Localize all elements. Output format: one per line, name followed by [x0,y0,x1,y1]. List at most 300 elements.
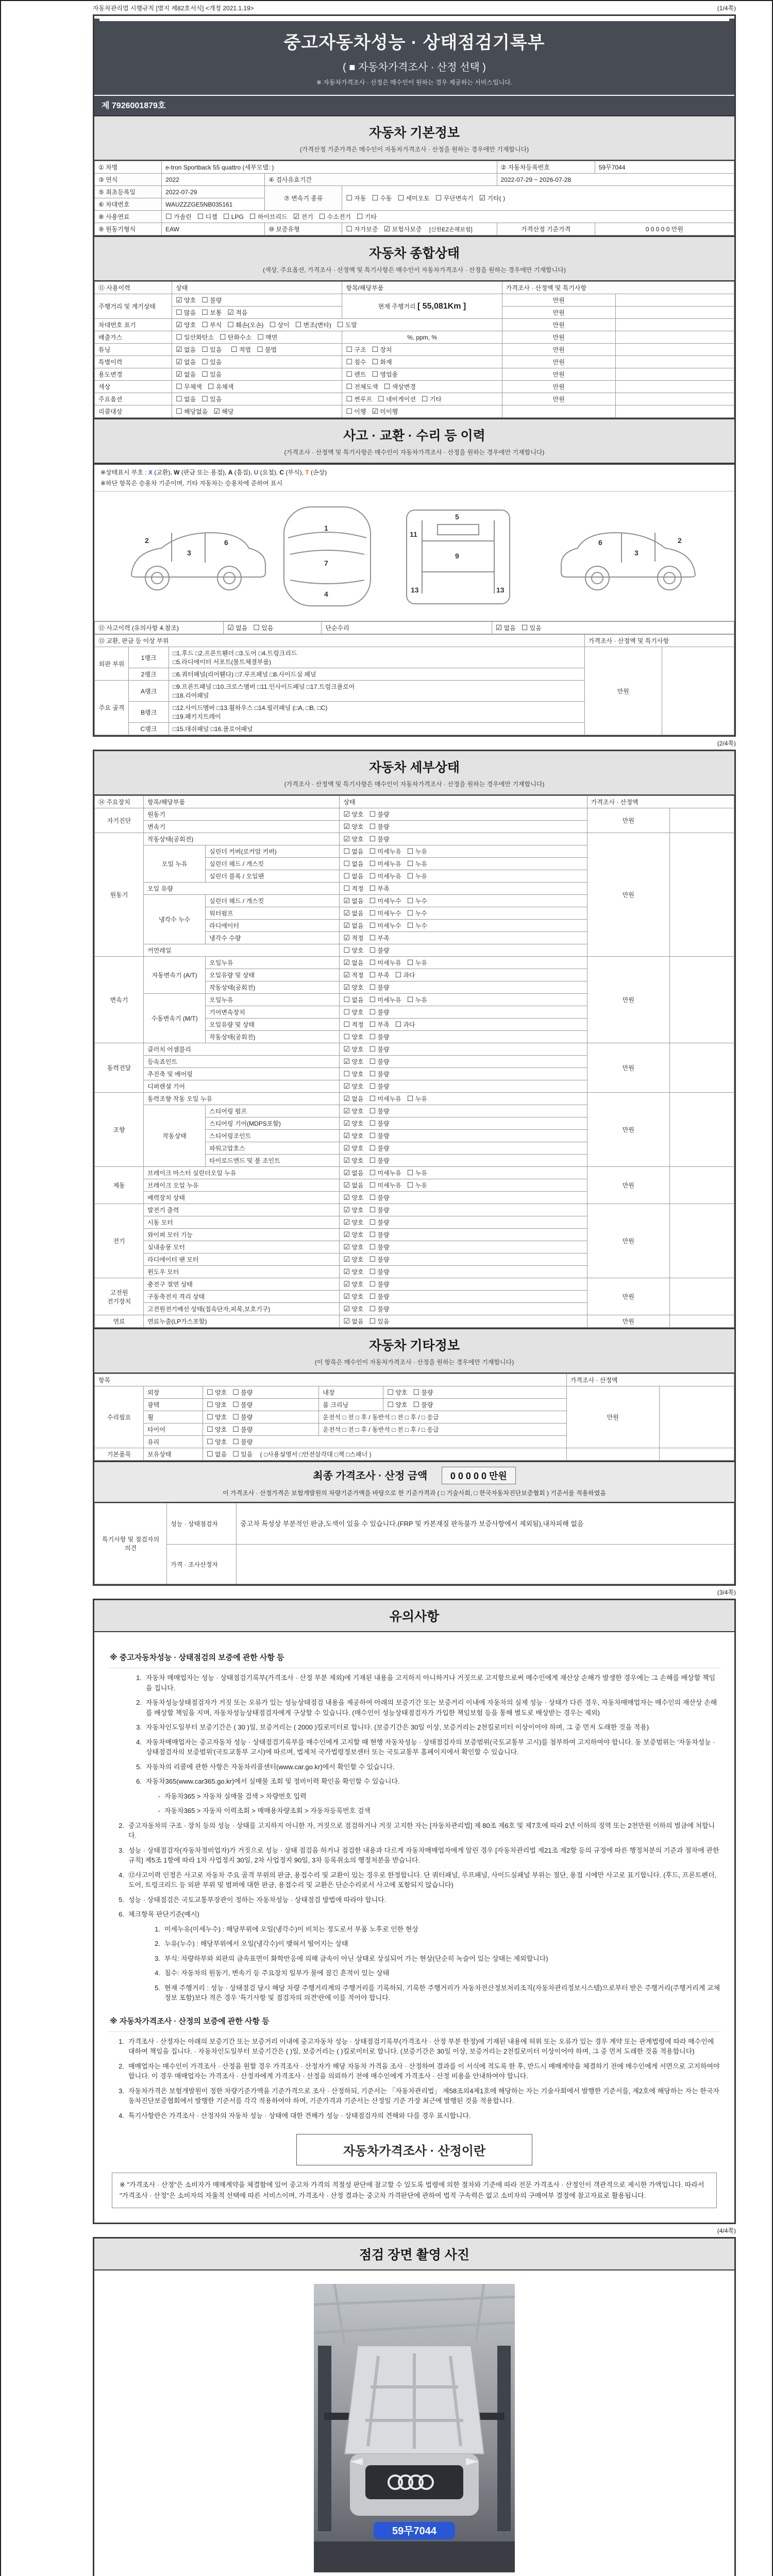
checkbox-item: ☐ 침수 [346,358,366,366]
checks-cell [340,883,587,895]
inspection-photo [314,2284,515,2572]
price-cell: 만원 [587,1315,669,1328]
remark-cell [669,833,734,957]
price-cell: 만원 [587,808,669,833]
checks-cell [340,1216,587,1229]
remarks-label: 특기사항 및 점검자의 의견 [95,1503,167,1584]
notice-section2-items [108,2037,721,2121]
rank1-items: □1.후드 □2.프론트휀더 □3.도어 □4.트렁크리드 □5.라디에이터 서포트(볼트체결부품) [169,647,585,668]
item-cell: 라디에이터 [206,920,340,932]
checkbox-item: ☐ 있음 [201,395,222,403]
checks-cell [340,981,587,994]
table-row [95,1167,734,1179]
price-cell: 만원 [566,1386,659,1448]
appraiser-opin [237,1545,734,1584]
accident-history-row [94,621,734,634]
checkbox-item: ☐ 미세누유 [369,1169,401,1177]
checkbox-item: ☐ 영업용 [372,370,398,379]
notice-item: 2. 매매업자는 매수인이 가격조사 · 산정을 원할 경우 가격조사 · 산정자가 해당 자동차 가격을 조사 · 산정하여 결과를 이 서식에 적도록 한 후, 반드시 매매계약을 체결하기 전에 매수인에게 서면으로 고지하여야 합니다. 이 경우 매매업자는 가격조사 · 산정자에게 가격조사 · 산정을 의뢰하기 전에 매수인에게 가격조사 · 산정 비용을 안내하여야 합니다. [119,2062,720,2080]
item-cell: 충전구 절연 상태 [144,1278,340,1291]
checkbox-item: ☐ 없음 [207,1450,227,1459]
field-label: ④ 검사유효기간 [265,174,497,186]
checkbox-item: ☐ 불량 [369,1293,390,1301]
table-row [95,1503,734,1545]
notice-item: 5. 현재 주행거리 : 성능 · 상태점검 당시 해당 차량 주행거리계의 주행거리를 기록하되, 기록한 주행거리가 자동차전산정보처리조직(자동차관리정보시스템)으로부터 받은 주행거리(주행거리계 교체 정보 포함)보다 적은 경우 '특기사항 및 점검자의 의견'란에 이를 적어야 합니다. [155,1984,720,2002]
rank-label: C랭크 [129,723,169,735]
checks-cell [340,1031,587,1043]
checkbox-item: ☑ 양호 [343,1280,364,1289]
checkbox-item: ☑ 양호 [343,1157,364,1165]
mileage-status-checks [172,294,342,307]
checks-cell [340,1130,587,1142]
diagram-number: 6 [224,538,228,547]
checks-cell [340,1291,587,1303]
first-registration-value: 2022-07-29 [162,186,265,198]
checkbox-item: ☐ 있음 [201,370,222,379]
option-items [342,393,502,405]
checkbox-item: ☐ 미세누유 [369,872,401,880]
car-damage-diagram [94,492,734,621]
cen sub-cell: 오일 누유 [144,845,206,883]
remark-cell [669,1043,734,1093]
accident-history-label: ⑫ 사고이력 (유의사항 4.참조) [95,622,224,634]
form-reference-line [93,4,736,12]
checkbox-item: ☑ 없음 [343,922,364,930]
checkbox-item: ☐ 불법 [257,346,277,354]
item-cell: 라디에이터 팬 모터 [144,1253,340,1266]
notice-body [94,1632,734,2223]
remark-cell [615,344,734,356]
rankA-items: □9.프론트패널 □10.크로스멤버 □11.인사이드패널 □17.트렁크플로어 □18.리어패널 [169,681,585,702]
exchange-price-header: 가격조사 · 산정액 및 특기사항 [584,635,734,647]
document-title: 중고자동차성능 · 상태점검기록부 [283,33,545,53]
table-row [95,1093,734,1105]
checkbox-item: ☐ 기타 [421,395,442,403]
checkbox-item: ☐ 불량 [369,1008,390,1016]
appraiser-label: 가격 · 조사산정자 [167,1545,237,1584]
checks-cell [340,1105,587,1117]
checks-cell [340,944,587,957]
item-cell: 원동기 [144,808,340,821]
notice-item: 5. 자동차의 리콜에 관한 사항은 자동차리콜센터(www.car.go.kr)에서 확인할 수 있습니다. [136,1762,395,1771]
checks-cell [340,1155,587,1167]
price-cell: 만원 [502,368,615,381]
checkbox-item: ☐ 없음 [343,848,364,856]
comprehensive-header [94,235,734,281]
notice-item: 4. 특기사항란은 가격조사 · 산정자의 자동차 성능 · 상태에 대한 견해가 성능 · 상태점검자의 견해와 다를 경우 표시합니다. [119,2111,471,2120]
final-price-band [94,1461,734,1503]
diagram-number: 5 [455,513,459,521]
cen sub-cell: 자동변속기 (A/T) [144,957,206,994]
cen group-cell: 동력전달 [95,1043,144,1093]
item-cell: 배력장치 상태 [144,1192,340,1204]
field-label: ⑨ 원동기형식 [95,223,162,235]
checkbox-item: ☐ 화재 [372,358,392,366]
warranty-insurer: [신한EZ손해보험] [429,227,473,233]
price-cell [566,1448,659,1461]
checkbox-item: ☐ 렌트 [346,370,366,379]
field-label: ① 차명 [95,161,162,174]
checkbox-item: ☐ 없음 [343,996,364,1004]
simple-repair-label: 단순수리 [322,622,492,634]
rank-label: B랭크 [129,702,169,723]
item-cell: 시동 모터 [144,1216,340,1229]
checkbox-item: ☐ 누유 [407,1181,427,1190]
checkbox-item: ☑ 양호 [343,835,364,843]
mileage-value: [ 55,081Km ] [417,301,466,311]
checkbox-item: ☐ 과다 [395,1021,415,1029]
checkbox-item: ☑ 양호 [343,984,364,992]
rankB-items: □12.사이드멤버 □13.휠하우스 □14.필러패널 (□A, □B, □C) □19.패키지트레이 [169,702,585,723]
item-cell: 작동상태(공회전) [206,981,340,994]
remarks-table [94,1503,734,1584]
price-cell: 만원 [502,393,615,405]
checkbox-item: ☐ 불량 [369,1268,390,1276]
checkbox-item: ☑ 없음 [343,897,364,905]
remark-cell [662,647,734,735]
checkbox-item: ☑ 양호 [176,296,196,304]
emission-checks [172,331,342,344]
checks-cell [340,1192,587,1204]
checkbox-item: ☐ 무채색 [176,383,202,391]
price-cell: 만원 [584,647,662,735]
glass-checks [203,1436,567,1448]
checkbox-item: ☐ 도말 [337,321,358,329]
repair-group-label: 수리필요 [95,1386,144,1448]
checkbox-item: ☐ 누유 [407,996,427,1004]
simple-repair-checks [492,622,734,634]
table-row [95,957,734,969]
cen sub-cell: 작동상태 [144,1105,206,1167]
checkbox-item: ☐ 없음 [343,860,364,868]
basic-info-header [94,115,734,161]
checkbox-item: ☐ 상이 [269,321,290,329]
field-label: ⑧ 사용연료 [95,211,162,223]
checks-cell [340,1278,587,1291]
checkbox-item: ☑ 양호 [343,1293,364,1301]
column-header: 항목/해당부품 [144,796,340,808]
column-header: 상태 [172,282,342,294]
page-marker-3: (3/4쪽) [717,1589,736,1596]
notice-item: 5. 성능 · 상태점검은 국토교통부장관이 정하는 자동차성능 · 상태점검 방법에 따라야 합니다. [119,1895,386,1904]
color-items [342,381,502,393]
checkbox-item: ☐ 미세누유 [369,959,401,967]
checkbox-item: ☐ 불량 [369,810,390,819]
accident-history-checks [224,622,322,634]
checkbox-item: ☐ 없음 [176,395,196,403]
tuning-checks [172,344,342,356]
table-row [95,344,734,356]
special-history-checks [172,356,342,368]
checkbox-item: ☐ 불량 [369,1107,390,1115]
checkbox-item: ☑ 양호 [176,321,196,329]
row-label: 유리 [144,1436,203,1448]
column-header: 항목 [95,1374,567,1386]
checks-cell [340,870,587,883]
checkbox-item: ☑ 양호 [343,1120,364,1128]
checkbox-item: ☐ 하이브리드 [249,213,288,221]
remark-cell [615,381,734,393]
checkbox-item: ☑ 없음 [343,1095,364,1103]
recall-checks [172,405,342,418]
table-row [95,368,734,381]
checkbox-item: ☐ 보통 [201,309,222,317]
basic-info-table [94,161,734,235]
checkbox-item: ☐ LPG [223,213,244,221]
checks-cell [340,1204,587,1216]
item-cell: 기어변속장치 [206,1006,340,1019]
checkbox-item: ☐ 불량 [369,1256,390,1264]
checkbox-item: ☐ 미세누유 [369,1095,401,1103]
page-marker-2: (2/4쪽) [717,740,736,747]
checkbox-item: ☐ 있음 [253,624,274,632]
checkbox-item: ☐ 불량 [413,1388,433,1397]
checkbox-item: ☐ 불량 [369,946,390,955]
engine-type-value: EAW [162,223,265,235]
special-history-items [342,356,502,368]
checkbox-item: ☐ 불량 [232,1388,253,1397]
row-label: 차대번호 표기 [95,319,172,331]
checkbox-item: ☐ 양호 [207,1413,227,1421]
column-header: 상태 [340,796,587,808]
table-row [95,319,734,331]
checkbox-item: ☐ 양호 [343,1070,364,1078]
row-label: 휠 [144,1411,203,1423]
checkbox-item: ☑ 양호 [343,810,364,819]
column-header: ⑪ 사용이력 [95,282,172,294]
room-cleaning-checks [383,1399,566,1411]
fuel-checks [162,211,734,223]
row-label: 룸 크리닝 [319,1399,383,1411]
price-cell: 만원 [502,319,615,331]
checks-cell [340,1266,587,1278]
checks-cell [340,845,587,858]
notice-section2-title: ※ 자동차가격조사 · 산정의 보증에 관한 사항 등 [108,2010,721,2032]
accident-note: (가격조사 · 산정액 및 특기사항은 매수인이 자동차가격조사 · 산정을 원하는 경우에만 기재합니다) [284,449,545,456]
rank-label: 2랭크 [129,668,169,681]
item-cell: 파워고압호스 [206,1142,340,1155]
diagram-number: 7 [324,559,328,567]
checks-cell [340,1043,587,1056]
checkbox-item: ☐ 미세누유 [369,848,401,856]
checkbox-item: ☐ 불량 [369,1157,390,1165]
checkbox-item: ☐ 훼손(오손) [227,321,264,329]
checkbox-item: ☐ 탄화수소 [219,333,252,342]
item-cell: 실린더 헤드 / 개스킷 [206,895,340,907]
checkbox-item: ☐ 미세누수 [369,909,401,918]
checkbox-item: ☑ 미이행 [372,408,398,416]
option-checks [172,393,342,405]
checkbox-item: ☐ 세미오토 [397,194,430,202]
checks-cell [340,932,587,944]
checkbox-item: ☐ 부족 [369,934,390,942]
checkbox-item: ☐ 불량 [232,1413,253,1421]
main-frame-group: 주요 골격 [95,681,129,735]
field-label: ③ 연식 [95,174,162,186]
checks-cell [340,1241,587,1253]
checks-cell [340,907,587,920]
column-header: 가격조사 · 산정액 [566,1374,734,1386]
diagram-number: 13 [496,586,505,594]
checkbox-item: ☑ 양호 [343,1144,364,1153]
color-checks [172,381,342,393]
diagram-number: 1 [324,524,328,532]
checkbox-item: ☐ 양호 [207,1426,227,1434]
checkbox-item: ☐ 가솔린 [165,213,192,221]
checkbox-item: ☑ 없음 [176,370,196,379]
basic-info-title: 자동차 기본정보 [369,126,460,140]
checkbox-item: ☐ 자동 [346,194,366,202]
notice-item: - 자동차365 > 자동차 실매물 검색 > 차량번호 입력 [158,1792,307,1800]
checkbox-item: ☑ 양호 [343,1231,364,1239]
emission-values: %, ppm, % [342,331,502,344]
table-row [95,1315,734,1328]
car-name-value: e-tron Sportback 55 quattro (세부모델: ) [162,161,497,174]
comprehensive-table [94,281,734,418]
checks-cell [340,957,587,969]
checkbox-item: ☐ 미세누유 [369,1181,401,1190]
checkbox-item: ☐ 누유 [407,872,427,880]
wheel-checks [203,1411,319,1423]
notice-item: 1. 가격조사 · 산정자는 아래의 보증기간 또는 보증거리 이내에 중고자동차 성능 · 상태점검기록부(가격조사 · 산정 부분 한정)에 기재된 내용에 허위 또는 오류가 있는 경우 계약 또는 관계법령에 따라 매수인에 대하여 책임을 집니다. · 자동차인도일부터 보증기간은 ( )일, 보증거리는 ( )킬로미터로 합니다. (보증기간은 30일 이상, 보증거리는 2천킬로미터 이상이어야 하며, 그 중 먼저 도래한 것을 적용합니다) [119,2037,714,2055]
column-header: 가격조사 · 산정액 및 특기사항 [502,282,734,294]
item-cell: 고전원전기배선 상태(접속단자,피복,보호기구) [144,1303,340,1315]
checkbox-item: ☐ 불량 [369,1305,390,1313]
notice-item: 1. 미세누유(미세누수) : 해당부위에 오일(냉각수)이 비치는 정도로서 부품 노후로 인한 현상 [155,1925,418,1933]
checkbox-item: ☑ 없음 [343,1169,364,1177]
law-reference: 자동차관리법 시행규칙 [별지 제82호서식] <개정 2021.1.19> [93,5,254,12]
diagram-number: 13 [411,586,419,594]
remark-cell [615,405,734,418]
row-label: 주요옵션 [95,393,172,405]
checkbox-item: ☐ 양호 [387,1388,408,1397]
checkbox-item: ☐ 불량 [369,1070,390,1078]
cen sub-cell: 냉각수 누수 [144,895,206,944]
checkbox-item: ☐ 불량 [232,1438,253,1446]
column-header: ⑭ 주요장치 [95,796,144,808]
etc-table [94,1374,734,1461]
checkbox-item: ☐ 디젤 [197,213,217,221]
polish-checks [203,1399,319,1411]
checkbox-item: ☐ 누유 [407,959,427,967]
item-cell: 와이퍼 모터 기능 [144,1229,340,1241]
checkbox-item: ☑ 없음 [343,1181,364,1190]
price-definition-text: ※ "가격조사 · 산정"은 소비자가 매매계약을 체결함에 있어 중고차 가격의 적절성 판단에 참고할 수 있도록 법령에 의한 절차와 기준에 따라 전문 가격조사 · 산정인이 객관적으로 제시한 가액입니다. 따라서 "가격조사 · 산정"은 소비자의 자율적 선택에 따른 서비스이며, 가격조사 · 산정 결과는 중고차 가격판단에 관하여 법적 구속력은 없고 소비자의 구매여부 결정에 참고자료로 활용됩니다. [112,2173,717,2208]
remark-cell [615,368,734,381]
notice-section1-title: ※ 중고자동차성능 · 상태점검의 보증에 관한 사항 등 [108,1647,721,1668]
table-row [95,808,734,821]
checkbox-item: ☐ 수소전기 [318,213,351,221]
checkbox-item: ☑ 없음 [176,346,196,354]
cen group-cell: 원동기 [95,833,144,957]
row-label: 배출가스 [95,331,172,344]
row-label: 용도변경 [95,368,172,381]
remark-cell [615,294,734,307]
accident-header [94,418,734,464]
table-row [95,1386,734,1399]
checkbox-item: ☑ 없음 [227,624,248,632]
item-cell: 동력조향 작동 오일 누유 [144,1093,340,1105]
page2-block [93,750,736,1586]
base-price-value: 0 0 0 0 0 만원 [595,223,734,235]
checkbox-item: ☐ 불량 [369,1058,390,1066]
field-label: ⑤ 최초등록일 [95,186,162,198]
checkbox-item: ☐ 썬루프 [346,395,373,403]
cen group-cell: 변속기 [95,957,144,1043]
rank-label: A랭크 [129,681,169,702]
vin-value: WAUZZZGE5NB035161 [162,198,265,211]
checks-cell [340,1117,587,1130]
checkbox-item: ☐ 불량 [369,1206,390,1214]
registration-number-value: 59무7044 [595,161,734,174]
notice-item: 2. 누유(누수) : 해당부위에서 오일(냉각수)이 맺혀서 떨어지는 상태 [155,1940,348,1947]
checkbox-item: ☐ 무단변속기 [435,194,474,202]
remark-cell [669,808,734,833]
checks-cell [340,1315,587,1328]
item-cell: 연료누출(LP가스포함) [144,1315,340,1328]
photo-title: 점검 장면 촬영 사진 [359,2247,470,2262]
title-header [94,19,734,115]
price-cell: 만원 [587,1204,669,1278]
page-marker-4: (4/4쪽) [717,2227,736,2234]
checkbox-item: ☐ 누유 [407,860,427,868]
checkbox-item: ☑ 양호 [343,1256,364,1264]
item-cell: 발전기 출력 [144,1204,340,1216]
remark-cell [615,319,734,331]
checks-cell [340,808,587,821]
checkbox-item: ☑ 없음 [176,358,196,366]
accident-title: 사고 · 교환 · 수리 등 이력 [343,429,485,443]
item-cell: 오일유량 및 상태 [206,1019,340,1031]
item-cell: 커먼레일 [144,944,340,957]
item-cell: 오일누유 [206,994,340,1006]
table-row [95,294,734,307]
column-header: 가격조사 · 산정액 [587,796,734,808]
price-definition-title: 자동차가격조사 · 산정이란 [296,2134,532,2165]
basic-items-checks: ☐ 없음 ☐ 있음 ( □사용설명서 □안전삼각대 □잭 □스패너 ) [203,1448,567,1461]
checkbox-item: ☑ 없음 [343,1317,364,1326]
price-cell: 만원 [587,1278,669,1315]
exchange-panel-table [94,634,734,735]
checkbox-item: ☐ 수동 [372,194,392,202]
checkbox-item: ☑ 없음 [495,624,516,632]
checkbox-item: ☐ 있음 [201,346,222,354]
item-cell: 냉각수 수량 [206,932,340,944]
notice-item: 4. ⑫사고이력 인정은 사고로 자동차 주요 골격 부위의 판금, 용접수리 및 교환이 있는 경우로 한정합니다. 단 쿼터패널, 루프패널, 사이드실패널 부위는 절단, 용접 시에만 사고로 표기합니다. (후드, 프론트펜더, 도어, 트렁크리드 등 외판 부위 및 범퍼에 대한 판금, 용접수리 및 교환은 단순수리로서 사고에 포함되지 않습니다) [119,1871,717,1889]
remark-cell [669,1167,734,1204]
damage-legend-note: ※하단 항목은 승용차 기준이며, 기타 자동차는 승용차에 준하여 표시 [94,478,734,492]
price-cell: 만원 [587,833,669,957]
checks-cell [340,1253,587,1266]
checkbox-item: ☑ 양호 [343,1045,364,1054]
item-cell: 변속기 [144,821,340,833]
item-cell: 브레이크 오일 누유 [144,1179,340,1192]
checkbox-item: ☐ 매연 [257,333,278,342]
page4-block [93,2237,736,2576]
basic-info-note: (가격산정 기준가격은 매수인이 자동차가격조사 · 산정을 원하는 경우에만 기재합니다) [299,146,529,153]
checks-cell [340,1006,587,1019]
page3-block [93,1599,736,2224]
checkbox-item: ☐ 있음 [201,358,222,366]
item-cell: 디퍼렌셜 기어 [144,1080,340,1093]
comprehensive-title: 자동차 종합상태 [369,246,460,261]
vin-mark-checks [172,319,502,331]
checkbox-item: ☑ 적음 [227,309,248,317]
checkbox-item: ☐ 양호 [387,1401,408,1409]
document-subtitle-note: ※ 자동차가격조사 · 산정은 매수인이 원하는 경우 제공하는 서비스입니다. [316,79,513,86]
checkbox-item: ☑ 양호 [343,1305,364,1313]
checkbox-item: ☐ 불량 [369,835,390,843]
